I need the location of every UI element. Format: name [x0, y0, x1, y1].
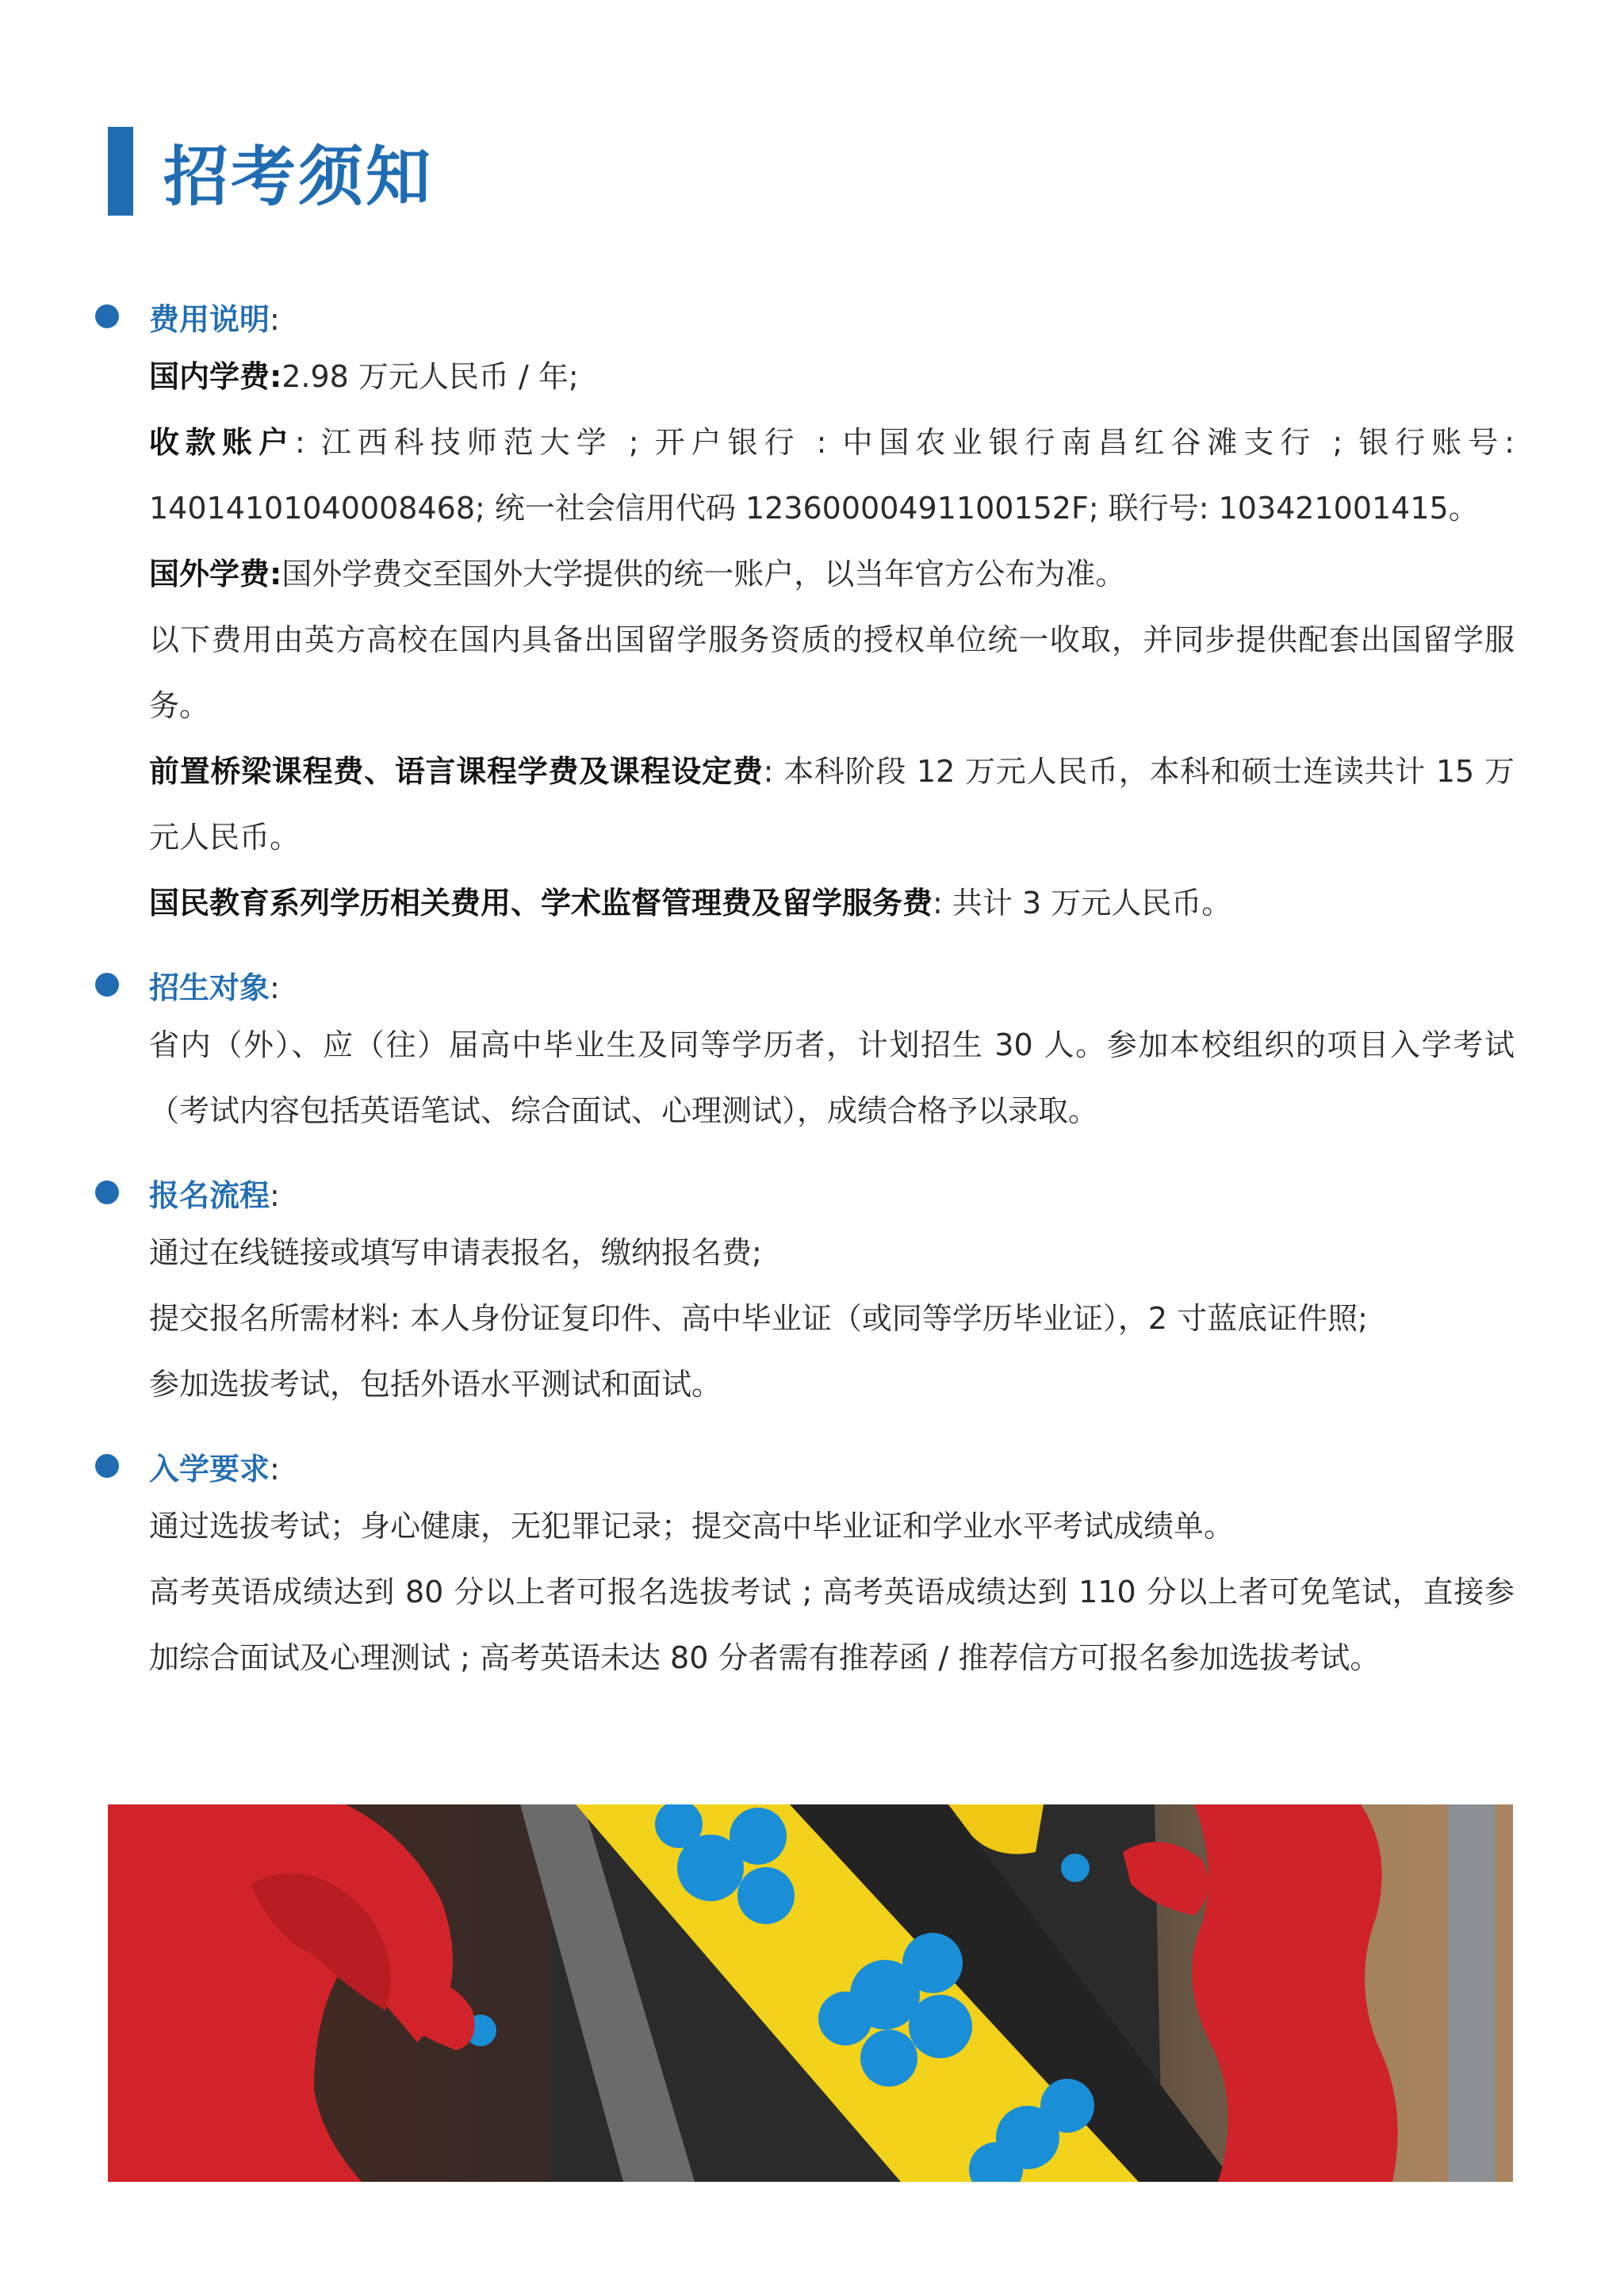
- paragraph: 国内学费:2.98 万元人民币 / 年;: [149, 359, 579, 394]
- content: [95, 289, 1515, 1691]
- paragraph: 前置桥梁课程费、语言课程学费及课程设定费: 本科阶段 12 万元人民币，本科和硕士连读共计 15 万元人民币。: [149, 754, 1515, 855]
- title-accent-bar: [108, 127, 133, 216]
- bullet-dot-icon: [95, 1181, 119, 1204]
- section-heading-label: 入学要求: [149, 1451, 270, 1487]
- section-body: [149, 1220, 1515, 1418]
- paragraph: 收款账户: 江西科技师范大学 ; 开户银行 : 中国农业银行南昌红谷滩支行 ; 银行账号: 14014101040008468; 统一社会信用代码 12360000491100152F; 联行号: 103421001415。: [149, 425, 1515, 526]
- section-heading-label: 招生对象: [149, 970, 270, 1005]
- paragraph: 高考英语成绩达到 80 分以上者可报名选拔考试 ; 高考英语成绩达到 110 分以上者可免笔试，直接参加综合面试及心理测试 ; 高考英语未达 80 分者需有推荐函 / 推荐信方可报名参加选拔考试。: [149, 1575, 1515, 1675]
- section-heading: 费用说明:: [95, 289, 1515, 344]
- coat-of-arms-illustration: [108, 1804, 1513, 2182]
- section-fees: [95, 289, 1515, 936]
- paragraph: 以下费用由英方高校在国内具备出国留学服务资质的授权单位统一收取，并同步提供配套出国留学服务。: [149, 622, 1515, 723]
- section-admission-requirements: [95, 1438, 1515, 1691]
- section-heading: 招生对象:: [95, 957, 1515, 1012]
- section-body: [149, 344, 1515, 936]
- section-heading: 入学要求:: [95, 1438, 1515, 1494]
- coat-of-arms-photo: [108, 1804, 1513, 2182]
- section-enrollment-target: [95, 957, 1515, 1144]
- page-title-block: [108, 127, 433, 216]
- section-application-process: [95, 1165, 1515, 1418]
- paragraph: 通过在线链接或填写申请表报名，缴纳报名费;: [149, 1235, 762, 1270]
- section-heading-label: 费用说明: [149, 301, 270, 337]
- section-body: [149, 1494, 1515, 1691]
- section-body: [149, 1012, 1515, 1144]
- bullet-dot-icon: [95, 304, 119, 328]
- page-title: 招考须知: [163, 139, 434, 215]
- paragraph: 省内（外）、应（往）届高中毕业生及同等学历者，计划招生 30 人。参加本校组织的项目入学考试（考试内容包括英语笔试、综合面试、心理测试），成绩合格予以录取。: [149, 1027, 1515, 1128]
- bullet-dot-icon: [95, 1454, 119, 1478]
- section-heading: 报名流程:: [95, 1165, 1515, 1220]
- paragraph: 国外学费:国外学费交至国外大学提供的统一账户，以当年官方公布为准。: [149, 557, 1126, 591]
- bullet-dot-icon: [95, 973, 119, 997]
- paragraph: 通过选拔考试；身心健康，无犯罪记录；提交高中毕业证和学业水平考试成绩单。: [149, 1509, 1235, 1544]
- paragraph: 参加选拔考试，包括外语水平测试和面试。: [149, 1367, 722, 1402]
- paragraph: 提交报名所需材料: 本人身份证复印件、高中毕业证（或同等学历毕业证），2 寸蓝底证件照;: [149, 1301, 1368, 1336]
- section-heading-label: 报名流程: [149, 1177, 270, 1213]
- paragraph: 国民教育系列学历相关费用、学术监督管理费及留学服务费: 共计 3 万元人民币。: [149, 886, 1232, 920]
